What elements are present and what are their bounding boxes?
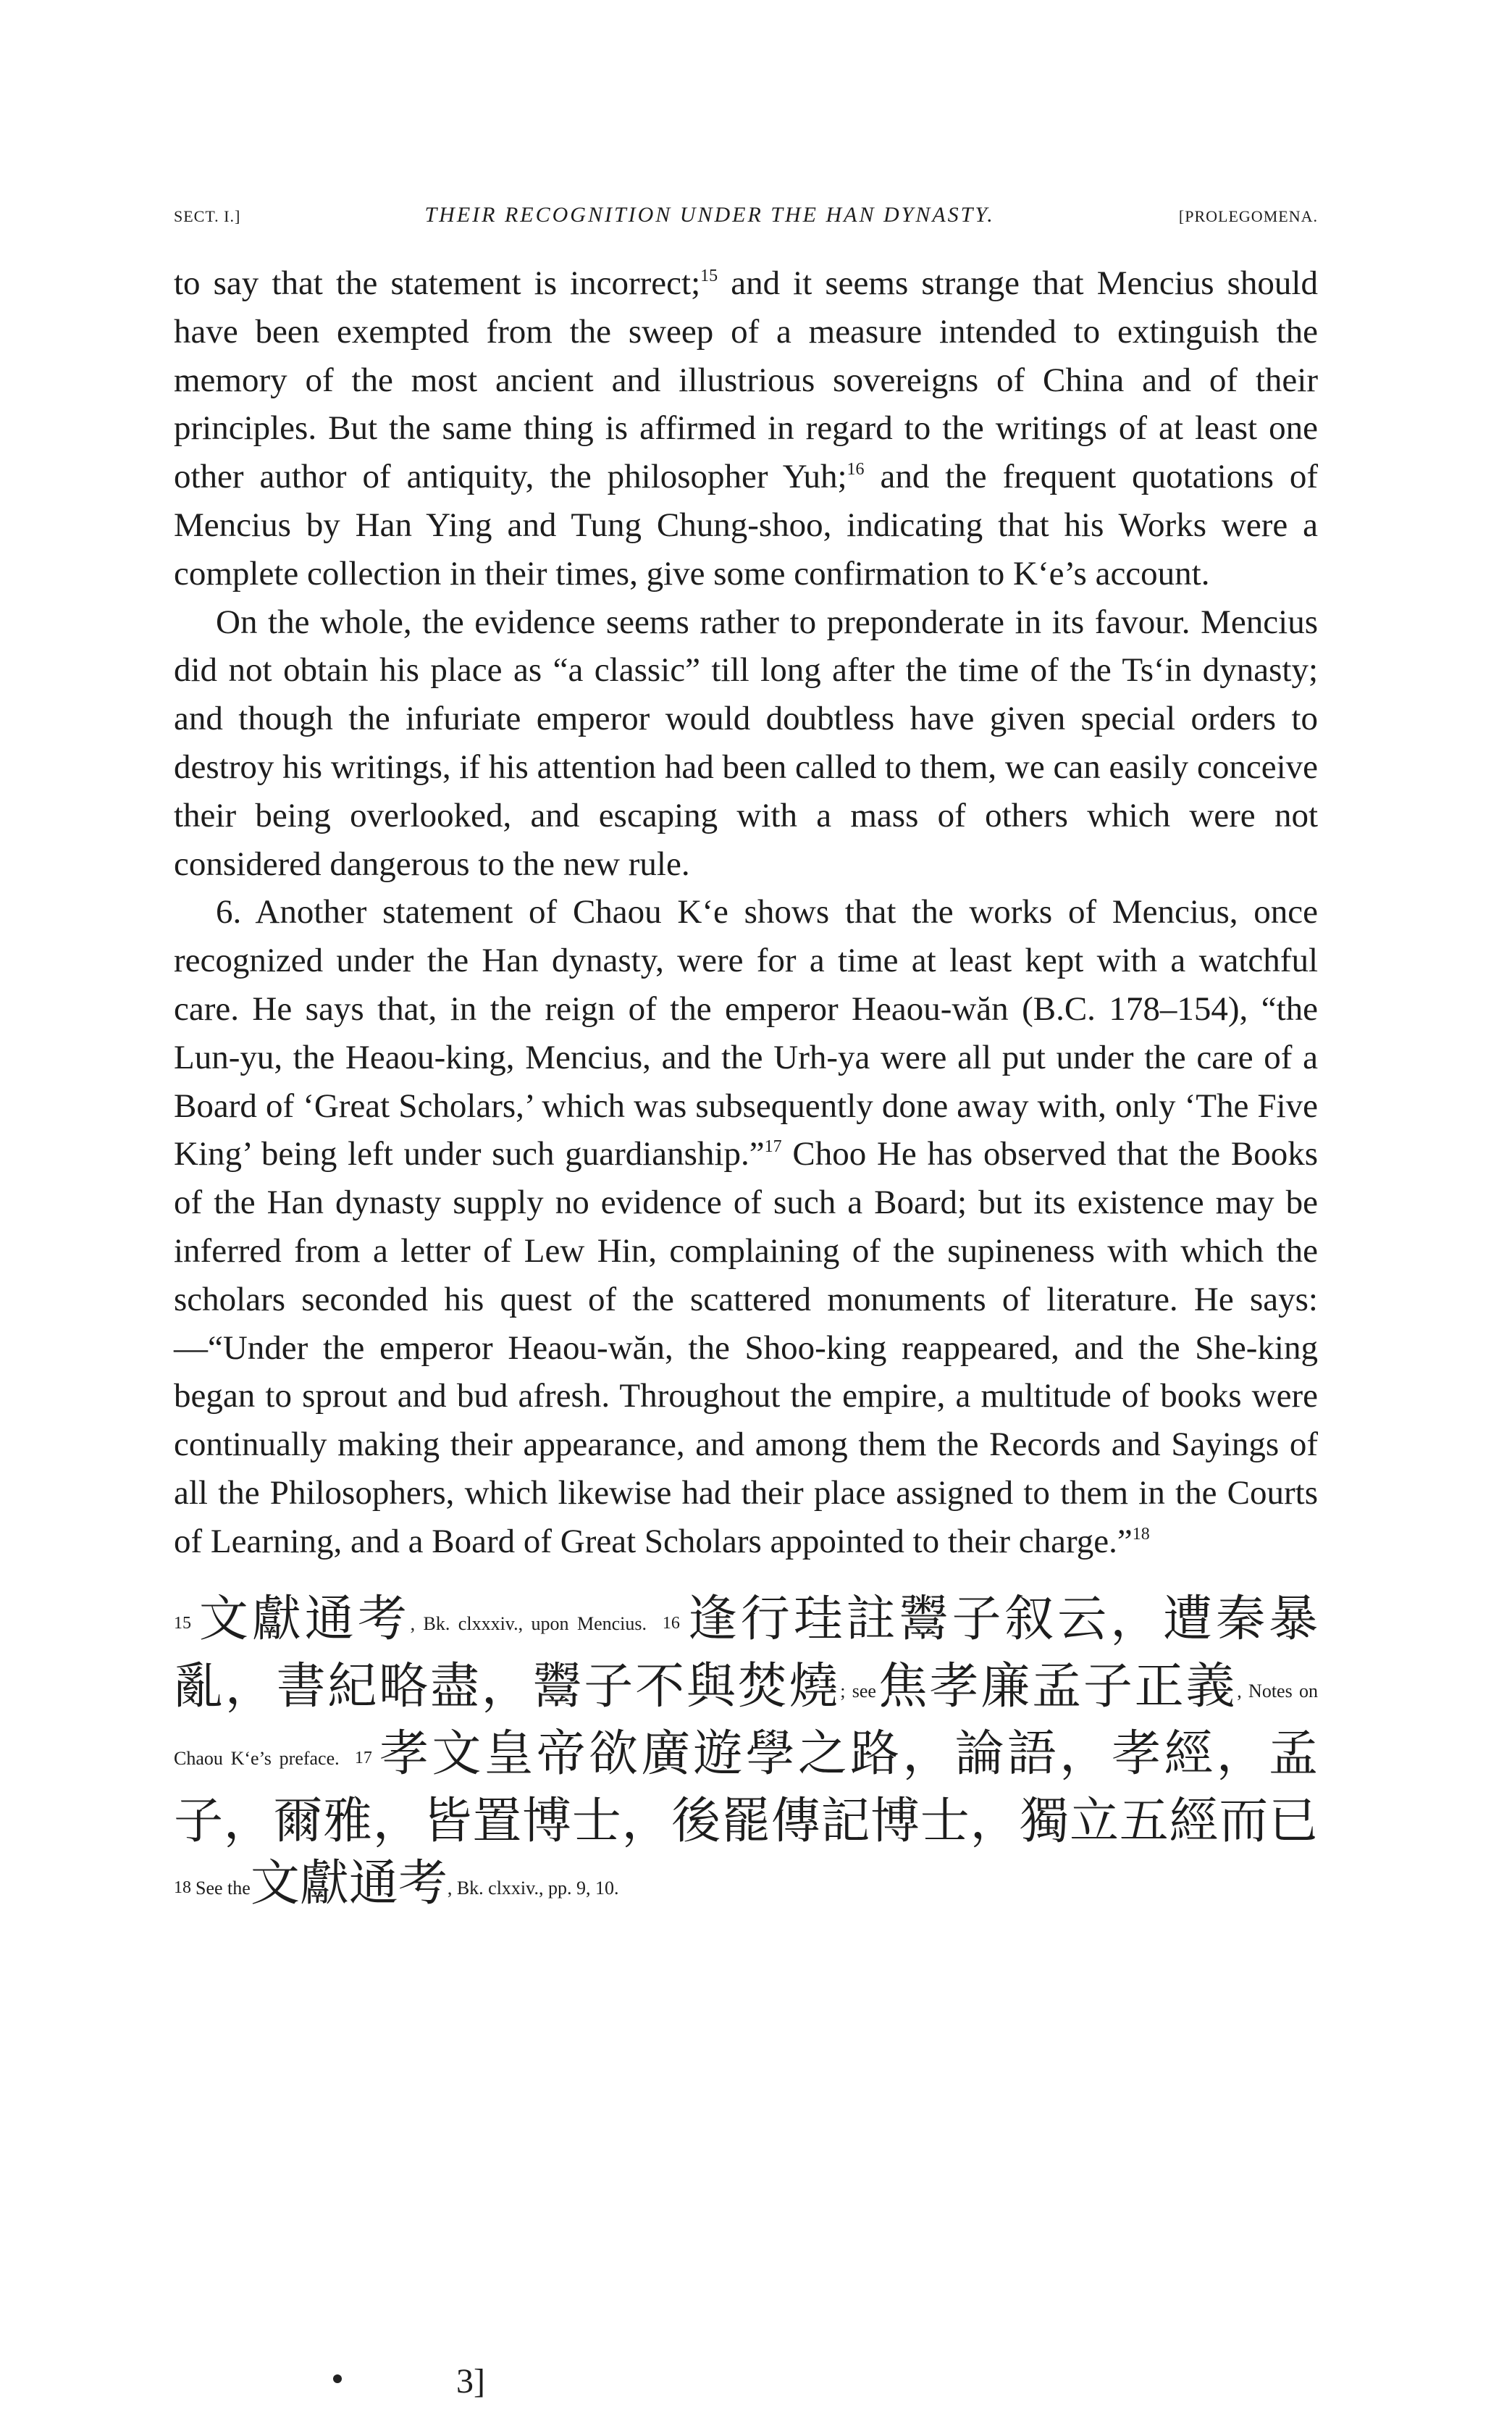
footnote-16-chinese-2: 焦孝廉孟子正義 (875, 1658, 1238, 1714)
footnote-15-text: , Bk. clxxxiv., upon Mencius. (410, 1612, 647, 1634)
prolegomena-label: [PROLEGOMENA. (1178, 207, 1318, 225)
body-text (174, 259, 1318, 1566)
paragraph-1-part-c: and the frequent quotations of Mencius by Han Ying and Tung Chung-shoo, indicating that his Works were a complete collection in their times, give some confirmation to K‘e’s account. (174, 458, 1319, 593)
footnotes (174, 1588, 1318, 1920)
footnote-16-text: , Notes on Chaou K‘e’s preface. (174, 1680, 1318, 1769)
footnote-ref-17: 17 (764, 1137, 782, 1157)
paragraph-3 (174, 888, 1318, 1565)
page-number: 3] (456, 2362, 485, 2401)
footnote-18-text: , Bk. clxxiv., pp. 9, 10. (447, 1877, 619, 1899)
footnote-ref-16: 16 (847, 460, 865, 480)
footnote-ref-18: 18 (1132, 1524, 1150, 1544)
document-page (174, 203, 1318, 1920)
paragraph-1-part-a: to say that the statement is incorrect; (174, 264, 701, 302)
footnote-17-chinese: 孝文皇帝欲廣遊學之路，論語，孝經，孟子，爾雅，皆置博士，後罷傳記博士，獨立五經而已 (174, 1725, 1318, 1849)
footnote-16-see: ; see (840, 1680, 876, 1702)
running-header (174, 203, 1318, 243)
footnote-15-number: 15 (174, 1613, 191, 1633)
footnote-18-number: 18 (174, 1878, 191, 1897)
ink-dot (333, 2374, 342, 2383)
running-title: THEIR RECOGNITION UNDER THE HAN DYNASTY. (424, 203, 995, 227)
footnote-18-chinese: 文獻通考 (250, 1855, 448, 1911)
footnote-16-number: 16 (662, 1613, 680, 1633)
footnote-18-see: See the (196, 1877, 251, 1899)
footnote-15-chinese: 文獻通考 (196, 1591, 411, 1646)
footnote-16-chinese: 逢行珪註鬻子叙云，遭秦暴亂，書紀略盡，鬻子不與焚燒 (174, 1591, 1318, 1714)
paragraph-3-part-a: 6. Another statement of Chaou K‘e shows that the works of Mencius, once recognized under the Han dynasty, were for a time at least kept with a watchful care. He says that, in the reign of the emperor Heaou-wăn (B.C. 178–154), “the Lun-yu, the Heaou-king, Mencius, and the Urh-ya were all put under the care of a Board of ‘Great Scholars,’ which was subsequently done away with, only ‘The Five King’ being left under such guardianship.” (174, 893, 1318, 1173)
section-label: SECT. I.] (174, 207, 241, 225)
paragraph-3-part-b: Choo He has observed that the Books of the Han dynasty supply no evidence of such a Board; but its existence may be inferred from a letter of Lew Hin, complaining of the supineness with which the scholars seconded his quest of the scattered monuments of literature. He says:—“Under the emperor Heaou-wăn, the Shoo-king reappeared, and the She-king began to sprout and bud afresh. Throughout the empire, a multitude of books were continually making their appearance, and among them the Records and Sayings of all the Philosophers, which likewise had their place assigned to them in the Courts of Learning, and a Board of Great Scholars appointed to their charge.” (174, 1135, 1318, 1560)
paragraph-1-part-b: and it seems strange that Mencius should have been exempted from the sweep of a measure intended to extinguish the memory of the most ancient and illustrious sovereigns of China and of their principles. But the same thing is affirmed in regard to the writings of at least one other author of antiquity, the philosopher Yuh; (174, 264, 1318, 496)
paragraph-1 (174, 259, 1318, 598)
footnote-17-number: 17 (354, 1748, 372, 1767)
footnote-ref-15: 15 (700, 267, 718, 285)
paragraph-2: On the whole, the evidence seems rather to preponderate in its favour. Mencius did not obtain his place as “a classic” till long after the time of the Ts‘in dynasty; and though the infuriate emperor would doubtless have given special orders to destroy his writings, if his attention had been called to them, we can easily conceive their being overlooked, and escaping with a mass of others which were not considered dangerous to the new rule. (174, 603, 1318, 883)
